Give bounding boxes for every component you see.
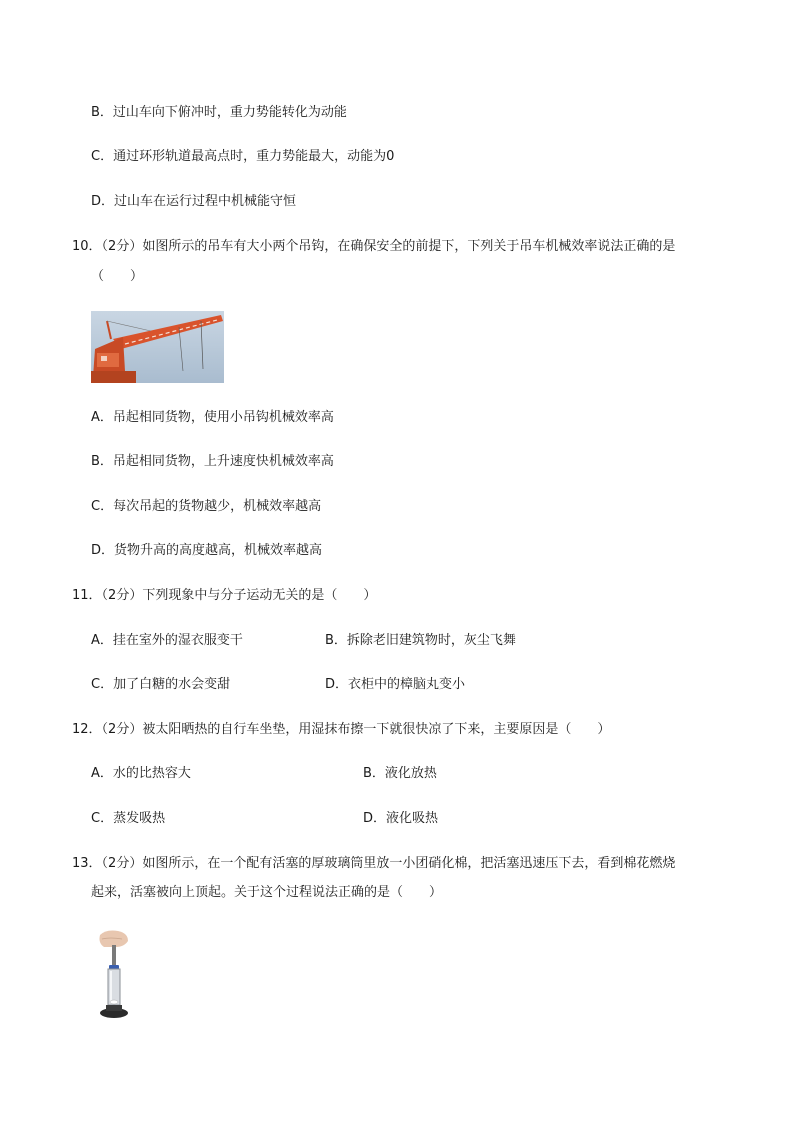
q10-stem-cont: （ ） xyxy=(91,269,144,284)
piston-cylinder-photo xyxy=(96,929,132,1021)
q9-option-c: C．通过环形轨道最高点时，重力势能最大，动能为0 xyxy=(91,149,395,164)
q11-option-a: A．挂在室外的湿衣服变干 xyxy=(91,633,243,648)
q9-option-d: D．过山车在运行过程中机械能守恒 xyxy=(91,194,297,209)
q9-option-b: B．过山车向下俯冲时，重力势能转化为动能 xyxy=(91,105,347,120)
crane-photo-icon xyxy=(91,311,224,383)
q13-stem: 13．（2分）如图所示，在一个配有活塞的厚玻璃筒里放一小团硝化棉，把活塞迅速压下去，看到棉花燃烧 xyxy=(72,856,676,871)
q10-stem: 10．（2分）如图所示的吊车有大小两个吊钩，在确保安全的前提下，下列关于吊车机械效率说法正确的是 xyxy=(72,239,676,254)
q11-stem: 11．（2分）下列现象中与分子运动无关的是（ ） xyxy=(72,588,377,603)
q12-stem: 12．（2分）被太阳晒热的自行车坐垫，用湿抹布擦一下就很快凉了下来，主要原因是（ ） xyxy=(72,722,611,737)
q10-option-b: B．吊起相同货物，上升速度快机械效率高 xyxy=(91,454,334,469)
crane-photo xyxy=(91,311,224,383)
q11-option-d: D．衣柜中的樟脑丸变小 xyxy=(325,677,466,692)
q12-option-c: C．蒸发吸热 xyxy=(91,811,166,826)
q12-option-a: A．水的比热容大 xyxy=(91,766,191,781)
q12-option-b: B．液化放热 xyxy=(363,766,437,781)
q10-option-d: D．货物升高的高度越高，机械效率越高 xyxy=(91,543,323,558)
q10-option-a: A．吊起相同货物，使用小吊钩机械效率高 xyxy=(91,410,334,425)
q11-option-b: B．拆除老旧建筑物时，灰尘飞舞 xyxy=(325,633,516,648)
q13-stem-cont: 起来，活塞被向上顶起。关于这个过程说法正确的是（ ） xyxy=(91,885,443,900)
q12-option-d: D．液化吸热 xyxy=(363,811,439,826)
q10-option-c: C．每次吊起的货物越少，机械效率越高 xyxy=(91,499,322,514)
q11-option-c: C．加了白糖的水会变甜 xyxy=(91,677,231,692)
piston-cylinder-photo-icon xyxy=(96,929,132,1021)
